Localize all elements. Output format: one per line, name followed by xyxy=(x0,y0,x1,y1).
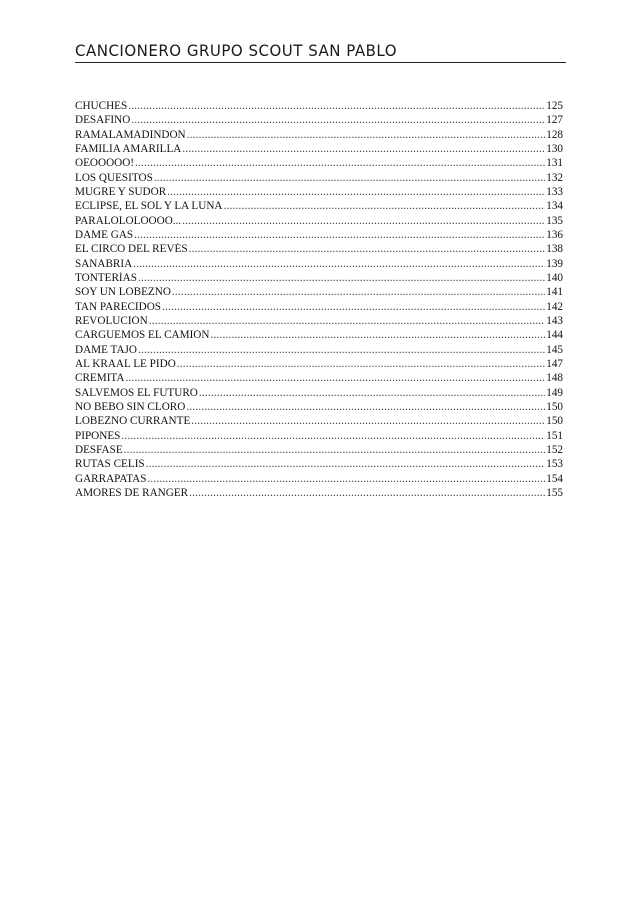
toc-entry-page-number: 132 xyxy=(546,171,563,184)
toc-entry[interactable] xyxy=(75,387,563,401)
toc-entry-title: EL CIRCO DEL REVÉS xyxy=(75,243,188,256)
dot-leader xyxy=(187,129,546,141)
toc-entry[interactable] xyxy=(75,358,563,372)
toc-entry-title: RAMALAMADINDON xyxy=(75,128,186,141)
toc-entry-title: OEOOOOO! xyxy=(75,157,135,170)
toc-entry-page-number: 155 xyxy=(546,486,563,499)
toc-entry-page-number: 128 xyxy=(546,128,563,141)
toc-entry-page-number: 150 xyxy=(546,415,563,428)
toc-entry[interactable] xyxy=(75,487,563,501)
toc-entry-page-number: 135 xyxy=(546,214,563,227)
dot-leader xyxy=(149,315,546,327)
toc-entry-title: SALVEMOS EL FUTURO xyxy=(75,386,198,399)
dot-leader xyxy=(138,344,545,356)
toc-entry-title: DAME TAJO xyxy=(75,343,137,356)
dot-leader xyxy=(210,329,545,341)
toc-entry-title: SOY UN LOBEZNO xyxy=(75,286,171,299)
toc-entry[interactable] xyxy=(75,157,563,171)
dot-leader xyxy=(199,387,545,399)
toc-entry-title: FAMILIA AMARILLA xyxy=(75,142,182,155)
toc-entry-page-number: 131 xyxy=(546,157,563,170)
toc-entry-title: SANABRIA xyxy=(75,257,133,270)
toc-entry[interactable] xyxy=(75,329,563,343)
dot-leader xyxy=(125,372,545,384)
toc-entry-title: CARGUEMOS EL CAMIÓN xyxy=(75,329,210,342)
toc-entry-page-number: 125 xyxy=(546,100,563,112)
toc-entry-title: AL KRAAL LE PIDO xyxy=(75,357,176,370)
dot-leader xyxy=(172,286,545,298)
toc-entry-page-number: 143 xyxy=(546,314,563,327)
toc-entry[interactable] xyxy=(75,372,563,386)
toc-entry-page-number: 152 xyxy=(546,443,563,456)
dot-leader xyxy=(182,143,545,155)
toc-entry[interactable] xyxy=(75,344,563,358)
toc-entry[interactable] xyxy=(75,444,563,458)
toc-entry-page-number: 148 xyxy=(546,372,563,385)
toc-entry[interactable] xyxy=(75,430,563,444)
toc-entry[interactable] xyxy=(75,473,563,487)
toc-entry-page-number: 147 xyxy=(546,357,563,370)
toc-entry-title: MUGRE Y SUDOR xyxy=(75,185,167,198)
toc-entry[interactable] xyxy=(75,286,563,300)
dot-leader xyxy=(167,186,545,198)
dot-leader xyxy=(154,172,545,184)
toc-entry[interactable] xyxy=(75,129,563,143)
toc-entry[interactable] xyxy=(75,258,563,272)
toc-entry-title: LOBEZNO CURRANTE xyxy=(75,415,191,428)
toc-entry-title: LOS QUESITOS xyxy=(75,171,153,184)
dot-leader xyxy=(135,157,545,169)
dot-leader xyxy=(124,444,546,456)
toc-entry[interactable] xyxy=(75,186,563,200)
dot-leader xyxy=(191,415,545,427)
toc-entry-page-number: 134 xyxy=(546,200,563,213)
toc-entry-title: DESAFINO xyxy=(75,114,131,127)
toc-entry-title: RUTAS CELIS xyxy=(75,458,145,471)
dot-leader xyxy=(162,301,545,313)
toc-entry[interactable] xyxy=(75,272,563,286)
table-of-contents xyxy=(75,100,563,501)
toc-entry-page-number: 138 xyxy=(546,243,563,256)
toc-entry-title: CHUCHES xyxy=(75,100,128,112)
songbook-title: CANCIONERO GRUPO SCOUT SAN PABLO xyxy=(75,41,398,60)
dot-leader xyxy=(138,272,545,284)
toc-entry-page-number: 150 xyxy=(546,400,563,413)
dot-leader xyxy=(133,258,545,270)
toc-entry-page-number: 142 xyxy=(546,300,563,313)
toc-entry[interactable] xyxy=(75,215,563,229)
toc-entry[interactable] xyxy=(75,172,563,186)
toc-entry[interactable] xyxy=(75,301,563,315)
dot-leader xyxy=(224,200,546,212)
toc-entry-page-number: 151 xyxy=(546,429,563,442)
toc-entry-title: NO BEBO SIN CLORO xyxy=(75,400,186,413)
toc-entry[interactable] xyxy=(75,458,563,472)
page-header xyxy=(75,38,566,63)
toc-entry-title: CREMITA xyxy=(75,372,125,385)
dot-leader xyxy=(189,487,545,499)
dot-leader xyxy=(128,100,545,112)
toc-entry[interactable] xyxy=(75,200,563,214)
toc-entry-page-number: 145 xyxy=(546,343,563,356)
toc-entry[interactable] xyxy=(75,315,563,329)
toc-entry-title: DAME GAS xyxy=(75,228,134,241)
toc-entry-title: PIPONES xyxy=(75,429,121,442)
dot-leader xyxy=(134,229,545,241)
toc-entry[interactable] xyxy=(75,401,563,415)
toc-entry-page-number: 149 xyxy=(546,386,563,399)
dot-leader xyxy=(189,243,546,255)
dot-leader xyxy=(146,458,546,470)
toc-entry[interactable] xyxy=(75,143,563,157)
toc-entry-title: AMORES DE RANGER xyxy=(75,486,189,499)
toc-entry-page-number: 144 xyxy=(546,329,563,342)
dot-leader xyxy=(182,215,545,227)
toc-entry[interactable] xyxy=(75,243,563,257)
toc-entry-page-number: 130 xyxy=(546,142,563,155)
toc-entry-page-number: 140 xyxy=(546,271,563,284)
toc-entry-title: GARRAPATAS xyxy=(75,472,147,485)
toc-entry-title: REVOLUCIÓN xyxy=(75,314,148,327)
toc-entry-page-number: 127 xyxy=(546,114,563,127)
toc-entry-title: TAN PARECIDOS xyxy=(75,300,162,313)
dot-leader xyxy=(177,358,545,370)
toc-entry-title: TONTERÍAS xyxy=(75,271,137,284)
toc-entry-page-number: 141 xyxy=(546,286,563,299)
toc-entry-page-number: 153 xyxy=(546,458,563,471)
dot-leader xyxy=(121,430,545,442)
dot-leader xyxy=(186,401,545,413)
toc-entry-page-number: 136 xyxy=(546,228,563,241)
toc-entry-title: ECLIPSE, EL SOL Y LA LUNA xyxy=(75,200,223,213)
toc-entry-page-number: 139 xyxy=(546,257,563,270)
toc-entry[interactable] xyxy=(75,114,563,128)
toc-entry-page-number: 154 xyxy=(546,472,563,485)
toc-entry-page-number: 133 xyxy=(546,185,563,198)
toc-entry-title: PARALOLOLOOOO... xyxy=(75,214,182,227)
toc-entry[interactable] xyxy=(75,415,563,429)
toc-entry[interactable] xyxy=(75,100,563,114)
toc-entry[interactable] xyxy=(75,229,563,243)
dot-leader xyxy=(131,114,545,126)
toc-entry-title: DESFASE xyxy=(75,443,123,456)
dot-leader xyxy=(147,473,545,485)
